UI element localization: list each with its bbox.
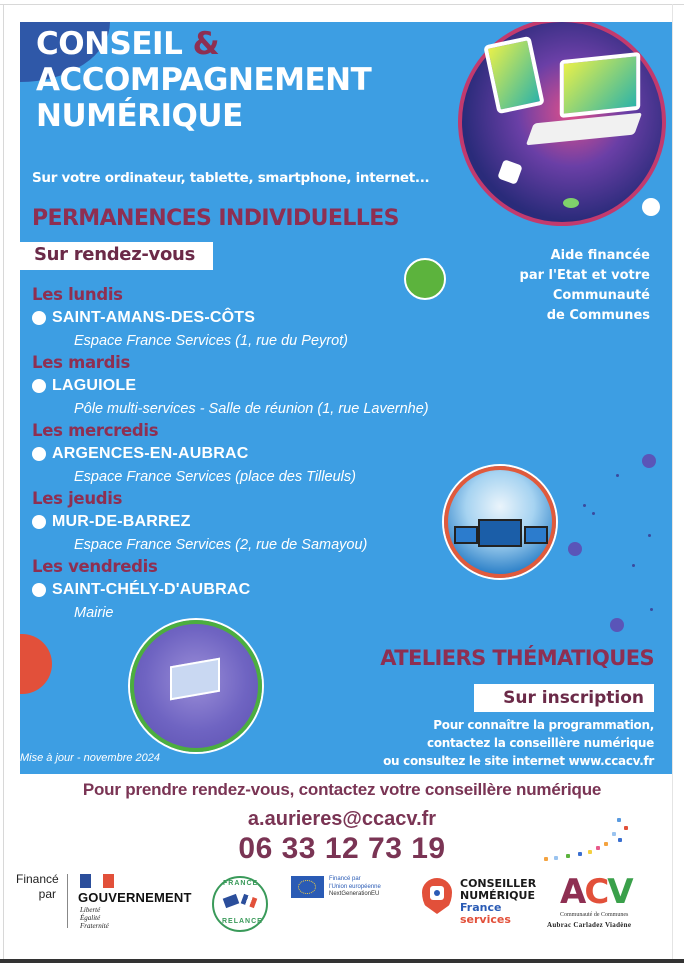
app-badge-icon (642, 198, 660, 216)
permanences-title: PERMANENCES INDIVIDUELLES (32, 206, 399, 231)
place-address: Mairie (74, 605, 114, 621)
day-label: Les lundis (32, 285, 123, 304)
bullet-icon (32, 447, 46, 461)
confetti-decoration (624, 826, 628, 830)
ateliers-title: ATELIERS THÉMATIQUES (380, 646, 654, 670)
schedule-item (32, 556, 512, 624)
confetti-decoration (612, 832, 616, 836)
eu-line: l'Union européenne (329, 883, 381, 890)
subtitle: Sur votre ordinateur, tablette, smartphone, internet... (32, 170, 430, 186)
info-line: Pour connaître la programmation, (433, 718, 654, 732)
financed-by-label (16, 872, 59, 902)
laptop-icon (560, 52, 640, 118)
bullet-icon (32, 379, 46, 393)
title-line: NUMÉRIQUE (36, 98, 243, 134)
star-dot (592, 512, 595, 515)
laptop-icon (478, 519, 522, 547)
acv-logo (560, 872, 632, 912)
bullet-icon (32, 515, 46, 529)
moon-icon (642, 454, 656, 468)
monitor-icon (524, 526, 548, 544)
place-label: MUR-DE-BARREZ (52, 513, 191, 530)
eu-line: NextGenerationEU (329, 891, 380, 897)
funding-line: de Communes (546, 308, 650, 323)
title-line: CONSEIL (36, 26, 183, 62)
place-address: Espace France Services (place des Tilleuls) (74, 469, 356, 485)
star-dot (583, 504, 586, 507)
red-semicircle-decoration (20, 634, 52, 694)
place-name (32, 442, 512, 466)
schedule-item (32, 488, 512, 556)
logo-letter: A (560, 872, 585, 912)
funding-line: Aide financée (550, 248, 650, 263)
ateliers-info (383, 716, 654, 770)
logo-letter: C (584, 872, 608, 912)
label-line: par (38, 887, 56, 901)
acv-subtitle: Communauté de Communes (560, 912, 629, 918)
confetti-decoration (618, 838, 622, 842)
bullet-icon (32, 311, 46, 325)
place-label: LAGUIOLE (52, 377, 137, 394)
moon-icon (610, 618, 624, 632)
ampersand: & (192, 26, 220, 62)
page-edge (0, 4, 684, 5)
star-dot (616, 474, 619, 477)
logo-line: CONSEILLER (460, 877, 537, 890)
funding-line: par l'Etat et votre (519, 268, 650, 283)
place-address: Espace France Services (1, rue du Peyrot) (74, 333, 349, 349)
contact-phone[interactable]: 06 33 12 73 19 (238, 832, 446, 865)
confetti-decoration (578, 852, 582, 856)
relance-text: RELANCE (222, 918, 263, 925)
acv-subtitle: Aubrac Carladez Viadène (547, 921, 632, 929)
schedule-item (32, 284, 512, 352)
poster-title (36, 26, 371, 134)
place-address: Pôle multi-services - Salle de réunion (1, rue Lavernhe) (74, 401, 429, 417)
bullet-icon (32, 583, 46, 597)
confetti-decoration (588, 850, 592, 854)
info-line: contactez la conseillère numérique (427, 736, 654, 750)
logo-letter: V (607, 872, 632, 912)
update-note: Mise à jour - novembre 2024 (20, 752, 161, 764)
funding-line: Communauté (552, 288, 650, 303)
star-dot (650, 608, 653, 611)
title-line: ACCOMPAGNEMENT (36, 62, 372, 98)
schedule-item (32, 420, 512, 488)
place-label: SAINT-CHÉLY-D'AUBRAC (52, 581, 251, 598)
place-label: ARGENCES-EN-AUBRAC (52, 445, 249, 462)
motto-line: Liberté (80, 906, 101, 914)
place-address: Espace France Services (2, rue de Samayou) (74, 537, 368, 553)
registration-tag: Sur inscription (474, 684, 654, 712)
star-dot (632, 564, 635, 567)
divider (67, 874, 68, 928)
pin-dot-icon (434, 890, 440, 896)
star-dot (648, 534, 651, 537)
eu-line: Financé par (329, 876, 361, 882)
day-label: Les mercredis (32, 421, 159, 440)
confetti-decoration (566, 854, 570, 858)
confetti-decoration (617, 818, 621, 822)
page-edge (0, 959, 684, 963)
relance-text: FRANCE (223, 880, 259, 887)
schedule-list (32, 284, 512, 624)
schedule-item (32, 352, 512, 420)
eu-funding-text (329, 876, 381, 899)
confetti-decoration (604, 842, 608, 846)
conseiller-numerique-logo (460, 878, 536, 926)
app-badge-icon (563, 198, 579, 208)
contact-email[interactable]: a.aurieres@ccacv.fr (247, 808, 437, 830)
appointment-tag: Sur rendez-vous (20, 242, 213, 270)
label-line: Financé (16, 872, 59, 886)
day-label: Les jeudis (32, 489, 123, 508)
french-flag-icon (80, 874, 114, 888)
place-name (32, 578, 512, 602)
day-label: Les mardis (32, 353, 131, 372)
confetti-decoration (544, 857, 548, 861)
place-name (32, 306, 512, 330)
confetti-decoration (554, 856, 558, 860)
eu-stars-icon (298, 880, 316, 894)
logo-line: NUMÉRIQUE (460, 889, 535, 902)
contact-intro: Pour prendre rendez-vous, contactez votre conseillère numérique (82, 780, 602, 799)
place-name (32, 510, 512, 534)
motto-line: Fraternité (80, 922, 109, 930)
logo-line: services (460, 913, 511, 926)
confetti-decoration (596, 846, 600, 850)
government-logo-text: GOUVERNEMENT (78, 890, 192, 905)
motto-line: Égalité (80, 914, 101, 922)
poster-panel (20, 22, 672, 774)
moon-icon (568, 542, 582, 556)
logo-line: France (460, 901, 502, 914)
government-motto (80, 906, 109, 930)
place-label: SAINT-AMANS-DES-CÔTS (52, 309, 256, 326)
monitor-icon (454, 526, 478, 544)
place-name (32, 374, 512, 398)
day-label: Les vendredis (32, 557, 158, 576)
info-line: ou consultez le site internet www.ccacv.fr (383, 754, 654, 768)
